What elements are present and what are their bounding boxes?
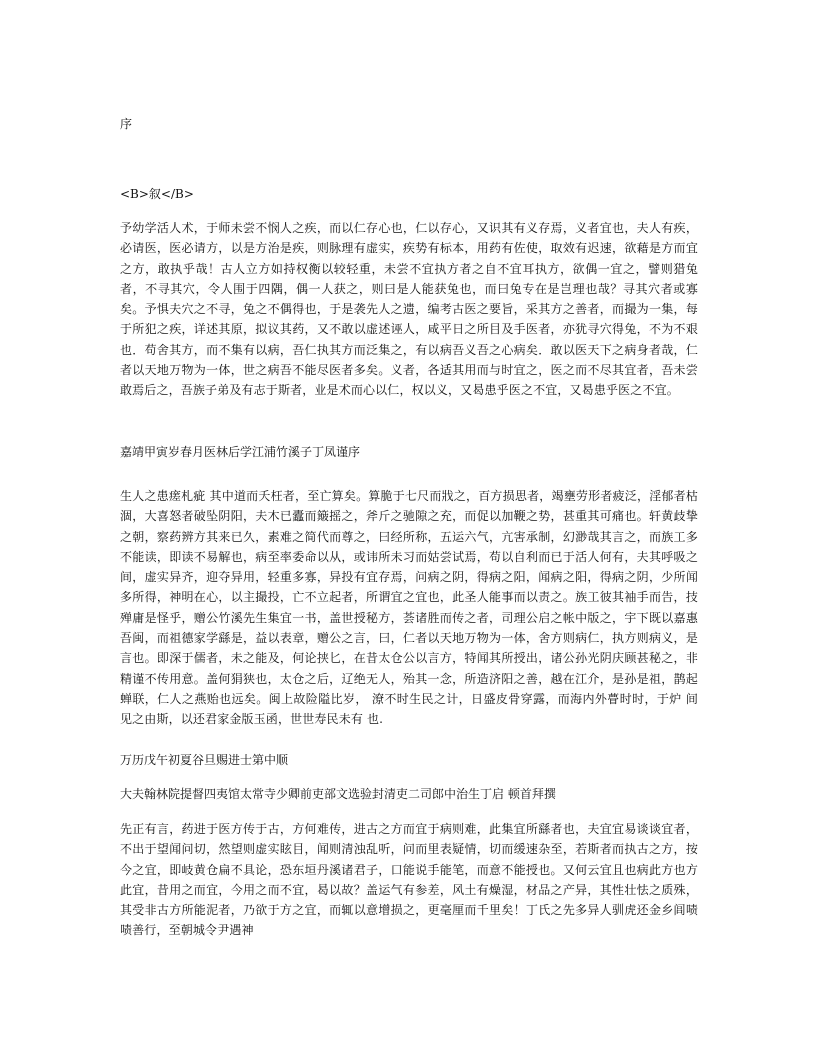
preface-paragraph-3: 先正有言，药进于医方传于古，方何难传，进古之方而宜于病则难，此集宜所繇者也，夫宜宜易谈谈宜者，不出于望闻问切，然望则虚实眩目，闻则清浊乱听，问而里表疑情，切而缓速杂至，若斯者而执古之方，按今之宜，即岐黄仓扁不具论，恐东垣丹溪诸君子，口能说手能笔，而意不能授也。又何云宜且也病此方也方此宜，昔用之而宜，今用之而不宜，曷以故？盖运气有参差，风土有燥湿，材品之产异，其性壮怯之质殊，其受非古方所能泥者，乃欲于方之宜，而辄以意增损之，更毫厘而千里矣！丁氏之先多异人驯虎还金乡闾啧啧善行，至朝城令尹遇神 [120, 822, 698, 938]
signature-line-1: 嘉靖甲寅岁春月医林后学江浦竹溪子丁凤谨序 [120, 445, 361, 459]
preface-paragraph-1: 予幼学活人术，于师未尝不悯人之疾，而以仁存心也，仁以存心，又识其有义存焉，义者宜也，夫人有疾，必请医，医必请方，以是方治是疾，则脉理有虚实，疾势有标本，用药有佐使，取效有迟速，欲藉是方而宜之方，敢执乎哉！古人立方如持权衡以较轻重，未尝不宜执方者之自不宜耳执方，欲偶一宜之，譬则猎兔者，不寻其穴，令人围于四隅，偶一人获之，则曰是人能获兔也，而曰兔专在是岂理也哉？寻其穴者或寡矣。予惧夫穴之不寻，兔之不偶得也，于是袭先人之遗，编考古医之要旨，采其方之善者，而撮为一集，每于所犯之疾，详述其原，拟议其药，又不敢以虚述诬人，咸平日之所目及手医者，亦犹寻穴得兔，不为不艰也．苟舍其方，而不集有以病，吾仁执其方而泛集之，有以病吾义吾之心病矣．敢以医天下之病身者哉，仁者以天地万物为一体，世之病吾不能尽医者多矣。义者，各适其用而与时宜之，医之而不尽其宜者，吾未尝敢焉后之，吾族子弟及有志于斯者，业是术而心以仁，权以义，又曷患乎医之不宜，又曷患乎医之不宜。 [120, 221, 698, 398]
section-heading: <B>叙</B> [120, 187, 194, 201]
preface-paragraph-2: 生人之患瘥札疵 其中道而夭枉者，至亡算矣。算脆于七尺而戕之，百方损思者，竭壅劳形者疲泛，淫郁者枯涸，大喜怒者破坠阴阳，夫木已蠹而簸摇之，斧斤之驰隙之充，而促以加鞭之势，甚重其可痛也。轩黄歧挚之朝，察药辨方其来已久，素难之简代而尊之，曰经所称，五运六气，亢害承制，幻渺哉其言之，而族工多不能读，即读不易解也，病至率委命以从，或讳所未习而姑尝试焉，苟以自利而已于活人何有，夫其呼吸之间，虚实异齐，迎夺异用，轻重多寡，异投有宜存焉，问病之阴，得病之阳，闻病之阳，得病之阴，少所闻多所得，神明在心，以主撮投，亡不立起者，所谓宜之宜也，此圣人能事而以责之。族工彼其袖手而告，技殚庸是怪乎，赠公竹溪先生集宜一书，盖世授秘方，荟诸胜而传之者，司理公启之帐中版之，宇下既以嘉惠吾闽，而祖德家学繇是，益以表章，赠公之言，曰，仁者以天地万物为一体，舍方则病仁，执方则病义，是言也。即深于儒者，未之能及，何论挟匕，在昔太仓公以言方，特闻其所授出，诸公孙光阴庆顾甚秘之，非精谨不传用意。盖何狷狭也，太仓之后，辽绝无人，殆其一念，所造济阳之善，越在江介，是孙是祖，鹊起蝉联，仁人之燕贻也远矣。闽上故险隘比岁， 潦不时生民之计，日盛皮骨穿露，而海内外瞢时时，于炉 间见之由斯，以还君家金版玉函，世世寿民未有 也. [120, 489, 698, 727]
signature-line-2: 万历戊午初夏谷旦赐进士第中顺 [120, 753, 289, 767]
signature-line-3: 大夫翰林院提督四夷馆太常寺少卿前吏部文选验封清吏二司郎中治生丁启 顿首拜撰 [120, 787, 556, 801]
preface-title: 序 [120, 117, 133, 131]
